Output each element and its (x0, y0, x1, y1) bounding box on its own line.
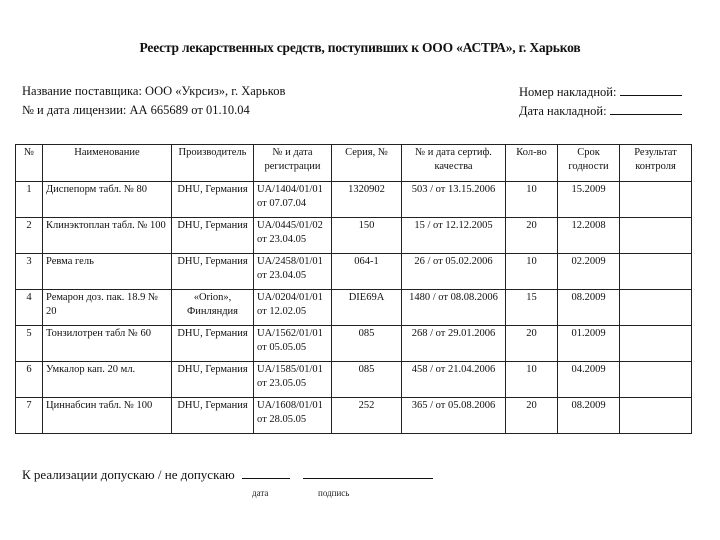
quantity (506, 218, 558, 254)
registration (254, 218, 332, 254)
expiry (558, 218, 620, 254)
certificate-text: 365 / от 05.08.2006 (411, 400, 496, 411)
certificate-text: 1480 / от 08.08.2006 (409, 292, 498, 303)
row-number-text: 3 (26, 256, 32, 267)
row-number-text: 1 (26, 184, 32, 195)
manufacturer (172, 326, 254, 362)
drug-name (43, 254, 172, 290)
row-number-text: 6 (26, 364, 32, 375)
manufacturer-text: «Orion», (193, 292, 232, 303)
series-text: 150 (358, 220, 375, 231)
quantity-text: 20 (526, 328, 537, 339)
certificate-text: 268 / от 29.01.2006 (411, 328, 496, 339)
drug-name-text: Ревма гель (46, 256, 94, 267)
quantity (506, 182, 558, 218)
certificate (402, 326, 506, 362)
registration-text: UA/1608/01/01 (257, 400, 323, 411)
certificate (402, 398, 506, 434)
table-row (16, 398, 692, 434)
registration-text: UA/0204/01/01 (257, 292, 323, 303)
drug-name (43, 218, 172, 254)
certificate-text: 26 / от 05.02.2006 (414, 256, 493, 267)
expiry-text: 02.2009 (571, 256, 606, 267)
registration (254, 398, 332, 434)
expiry-text: 08.2009 (571, 400, 606, 411)
manufacturer-text: DHU, Германия (177, 256, 248, 267)
drug-name (43, 290, 172, 326)
registration (254, 290, 332, 326)
table-row (16, 254, 692, 290)
row-number (16, 254, 43, 290)
series (332, 398, 402, 434)
quantity-text: 15 (526, 292, 537, 303)
manufacturer-text: DHU, Германия (177, 220, 248, 231)
registration-text: от 23.04.05 (257, 234, 307, 245)
manufacturer-text: DHU, Германия (177, 400, 248, 411)
manufacturer (172, 398, 254, 434)
series (332, 218, 402, 254)
quantity-text: 10 (526, 184, 537, 195)
control-result (620, 362, 692, 398)
header-name: Наименование (43, 145, 172, 182)
certificate (402, 182, 506, 218)
series (332, 290, 402, 326)
header-registration: № и дата регистрации (254, 145, 332, 182)
row-number (16, 290, 43, 326)
manufacturer (172, 218, 254, 254)
row-number-text: 7 (26, 400, 32, 411)
table-row (16, 218, 692, 254)
expiry-text: 08.2009 (571, 292, 606, 303)
invoice-date-label: Дата накладной: (519, 104, 607, 118)
date-blank (242, 467, 290, 479)
drug-name (43, 182, 172, 218)
expiry (558, 290, 620, 326)
registration (254, 326, 332, 362)
control-result (620, 254, 692, 290)
certificate (402, 362, 506, 398)
drug-name-text: Ремарон доз. пак. 18.9 № 20 (46, 292, 158, 317)
registration (254, 362, 332, 398)
header-number: № (16, 145, 43, 182)
certificate-text: 15 / от 12.12.2005 (414, 220, 493, 231)
drug-register-table (15, 144, 692, 434)
registration-text: UA/0445/01/02 (257, 220, 323, 231)
certificate (402, 218, 506, 254)
invoice-date-blank (610, 103, 682, 115)
document-title: Реестр лекарственных средств, поступивших к ООО «АСТРА», г. Харьков (139, 40, 581, 55)
manufacturer-text: Финляндия (186, 306, 238, 317)
series-text: 064-1 (354, 256, 379, 267)
quantity (506, 326, 558, 362)
registration-text: UA/2458/01/01 (257, 256, 323, 267)
drug-name-text: Клинэктоплан табл. № 100 (46, 220, 166, 231)
table-row (16, 362, 692, 398)
registration-text: UA/1585/01/01 (257, 364, 323, 375)
header-series: Серия, № (332, 145, 402, 182)
manufacturer (172, 254, 254, 290)
manufacturer-text: DHU, Германия (177, 364, 248, 375)
invoice-number-blank (620, 84, 682, 96)
certificate-text: 458 / от 21.04.2006 (411, 364, 496, 375)
expiry (558, 254, 620, 290)
drug-name-text: Циннабсин табл. № 100 (46, 400, 153, 411)
registration (254, 254, 332, 290)
table-row (16, 326, 692, 362)
header-control-result: Результат контроля (620, 145, 692, 182)
header-quantity: Кол-во (506, 145, 558, 182)
registration-text: UA/1404/01/01 (257, 184, 323, 195)
registration (254, 182, 332, 218)
row-number-text: 5 (26, 328, 32, 339)
drug-name (43, 398, 172, 434)
approval-text: К реализации допускаю / не допускаю (22, 467, 235, 482)
quantity (506, 254, 558, 290)
table-row (16, 290, 692, 326)
drug-name (43, 362, 172, 398)
registration-text: от 23.05.05 (257, 378, 307, 389)
control-result (620, 218, 692, 254)
control-result (620, 182, 692, 218)
invoice-number-label: Номер накладной: (519, 85, 617, 99)
expiry (558, 398, 620, 434)
series-text: 085 (358, 364, 375, 375)
quantity-text: 20 (526, 220, 537, 231)
series (332, 326, 402, 362)
manufacturer-text: DHU, Германия (177, 184, 248, 195)
expiry (558, 362, 620, 398)
series (332, 182, 402, 218)
registration-text: от 23.04.05 (257, 270, 307, 281)
series-text: 085 (358, 328, 375, 339)
expiry (558, 326, 620, 362)
series-text: 1320902 (348, 184, 385, 195)
expiry-text: 01.2009 (571, 328, 606, 339)
invoice-number-row (519, 84, 682, 100)
approval-line (22, 467, 433, 483)
date-caption: дата (252, 488, 269, 498)
certificate-text: 503 / от 13.15.2006 (411, 184, 496, 195)
supplier-line: Название поставщика: ООО «Укрсиз», г. Харьков (22, 84, 286, 98)
series-text: 252 (358, 400, 375, 411)
invoice-date-row (519, 103, 682, 119)
manufacturer (172, 290, 254, 326)
series-text: DIE69A (348, 292, 385, 303)
certificate (402, 290, 506, 326)
control-result (620, 398, 692, 434)
drug-name-text: Диспепорм табл. № 80 (46, 184, 148, 195)
manufacturer-text: DHU, Германия (177, 328, 248, 339)
expiry (558, 182, 620, 218)
row-number-text: 4 (26, 292, 32, 303)
registration-text: UA/1562/01/01 (257, 328, 323, 339)
quantity (506, 398, 558, 434)
row-number (16, 218, 43, 254)
quantity-text: 10 (526, 364, 537, 375)
row-number (16, 362, 43, 398)
control-result (620, 326, 692, 362)
certificate (402, 254, 506, 290)
quantity-text: 10 (526, 256, 537, 267)
header-expiry: Срок годности (558, 145, 620, 182)
signature-blank (303, 467, 433, 479)
expiry-text: 15.2009 (571, 184, 606, 195)
expiry-text: 04.2009 (571, 364, 606, 375)
license-line: № и дата лицензии: АА 665689 от 01.10.04 (22, 103, 250, 117)
registration-text: от 07.07.04 (257, 198, 307, 209)
registration-text: от 28.05.05 (257, 414, 307, 425)
quantity (506, 362, 558, 398)
header-manufacturer: Производитель (172, 145, 254, 182)
drug-name (43, 326, 172, 362)
table-row (16, 182, 692, 218)
expiry-text: 12.2008 (571, 220, 606, 231)
row-number-text: 2 (26, 220, 32, 231)
row-number (16, 326, 43, 362)
table-header-row (16, 145, 692, 182)
series (332, 362, 402, 398)
registration-text: от 12.02.05 (257, 306, 307, 317)
series (332, 254, 402, 290)
drug-name-text: Тонзилотрен табл № 60 (46, 328, 151, 339)
row-number (16, 398, 43, 434)
quantity (506, 290, 558, 326)
registration-text: от 05.05.05 (257, 342, 307, 353)
manufacturer (172, 182, 254, 218)
signature-caption: подпись (318, 488, 350, 498)
control-result (620, 290, 692, 326)
drug-name-text: Умкалор кап. 20 мл. (46, 364, 136, 375)
quantity-text: 20 (526, 400, 537, 411)
manufacturer (172, 362, 254, 398)
row-number (16, 182, 43, 218)
header-certificate: № и дата сертиф. качества (402, 145, 506, 182)
